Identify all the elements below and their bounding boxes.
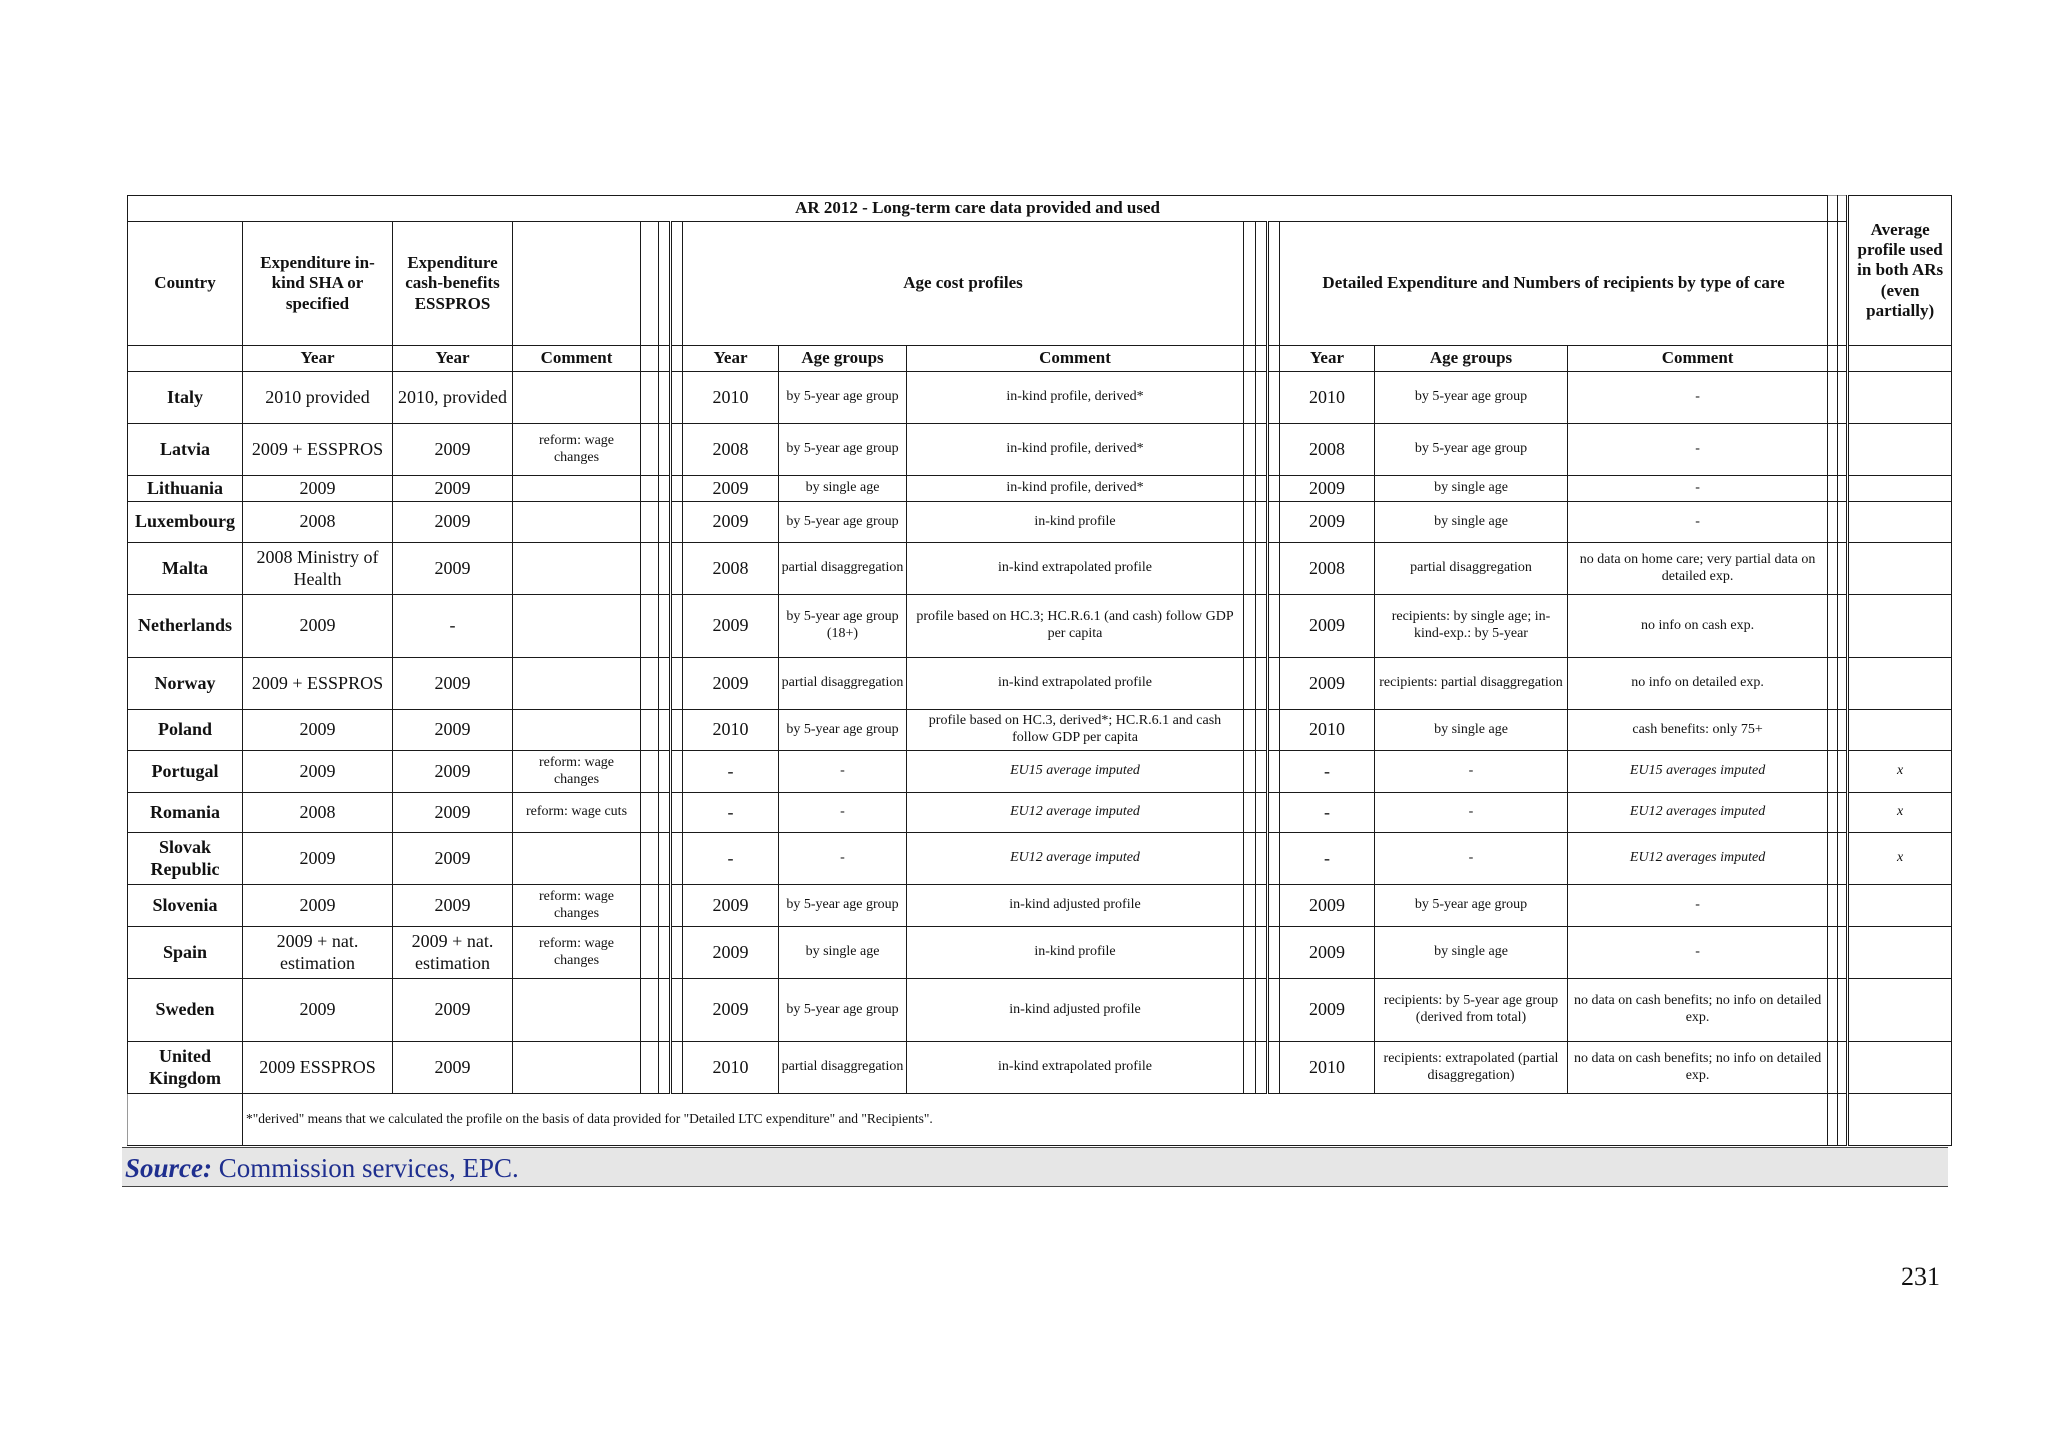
table-row [128, 424, 1952, 476]
country-cell: Slovak Republic [128, 833, 243, 885]
detailed-age-groups-cell: by 5-year age group [1375, 424, 1568, 476]
subheader-year: Year [683, 346, 779, 372]
expenditure-cash-cell: 2009 [393, 793, 513, 833]
detailed-year-cell: - [1280, 833, 1375, 885]
profile-age-groups-cell: - [779, 833, 907, 885]
profile-comment-cell: profile based on HC.3; HC.R.6.1 (and cash) follow GDP per capita [907, 595, 1244, 658]
header-country: Country [128, 222, 243, 346]
table-row [128, 595, 1952, 658]
expenditure-inkind-cell: 2009 [243, 979, 393, 1042]
expenditure-comment-cell [513, 476, 641, 502]
detailed-year-cell: - [1280, 751, 1375, 793]
expenditure-comment-cell: reform: wage changes [513, 885, 641, 927]
expenditure-comment-cell [513, 979, 641, 1042]
detailed-year-cell: 2009 [1280, 476, 1375, 502]
detailed-year-cell: - [1280, 793, 1375, 833]
expenditure-inkind-cell: 2009 + nat. estimation [243, 927, 393, 979]
expenditure-comment-cell: reform: wage changes [513, 751, 641, 793]
table-row [128, 927, 1952, 979]
detailed-comment-cell: - [1568, 885, 1828, 927]
average-profile-cell [1848, 502, 1952, 543]
expenditure-cash-cell: - [393, 595, 513, 658]
average-profile-cell [1848, 543, 1952, 595]
expenditure-comment-cell [513, 372, 641, 424]
expenditure-inkind-cell: 2009 + ESSPROS [243, 424, 393, 476]
detailed-comment-cell: - [1568, 424, 1828, 476]
profile-age-groups-cell: by 5-year age group [779, 372, 907, 424]
header-age-cost-profiles: Age cost profiles [683, 222, 1244, 346]
country-cell: Norway [128, 658, 243, 710]
expenditure-inkind-cell: 2008 [243, 502, 393, 543]
detailed-comment-cell: EU12 averages imputed [1568, 793, 1828, 833]
subheader-comment: Comment [513, 346, 641, 372]
expenditure-comment-cell [513, 710, 641, 751]
expenditure-cash-cell: 2009 [393, 476, 513, 502]
table-row [128, 751, 1952, 793]
average-profile-cell [1848, 658, 1952, 710]
expenditure-inkind-cell: 2008 Ministry of Health [243, 543, 393, 595]
profile-year-cell: 2010 [683, 710, 779, 751]
header-expenditure-cash: Expenditure cash-benefits ESSPROS [393, 222, 513, 346]
detailed-year-cell: 2009 [1280, 502, 1375, 543]
detailed-age-groups-cell: by 5-year age group [1375, 885, 1568, 927]
expenditure-comment-cell [513, 658, 641, 710]
detailed-age-groups-cell: by single age [1375, 927, 1568, 979]
profile-age-groups-cell: partial disaggregation [779, 543, 907, 595]
ltc-data-table-container [127, 195, 1949, 1146]
profile-comment-cell: in-kind profile [907, 927, 1244, 979]
expenditure-cash-cell: 2009 [393, 502, 513, 543]
detailed-comment-cell: no info on detailed exp. [1568, 658, 1828, 710]
ltc-data-table [127, 195, 1952, 1146]
expenditure-inkind-cell: 2010 provided [243, 372, 393, 424]
detailed-age-groups-cell: by single age [1375, 710, 1568, 751]
page-number: 231 [1901, 1262, 1940, 1291]
detailed-age-groups-cell: - [1375, 833, 1568, 885]
country-cell: Malta [128, 543, 243, 595]
profile-year-cell: 2009 [683, 927, 779, 979]
detailed-comment-cell: - [1568, 502, 1828, 543]
profile-comment-cell: EU15 average imputed [907, 751, 1244, 793]
detailed-age-groups-cell: recipients: by single age; in-kind-exp.: by 5-year [1375, 595, 1568, 658]
detailed-age-groups-cell: by single age [1375, 502, 1568, 543]
profile-year-cell: - [683, 751, 779, 793]
expenditure-comment-cell: reform: wage changes [513, 927, 641, 979]
subheader-age-groups: Age groups [1375, 346, 1568, 372]
country-cell: Spain [128, 927, 243, 979]
detailed-age-groups-cell: recipients: extrapolated (partial disaggregation) [1375, 1042, 1568, 1094]
profile-age-groups-cell: by 5-year age group [779, 710, 907, 751]
average-profile-cell [1848, 476, 1952, 502]
detailed-year-cell: 2008 [1280, 543, 1375, 595]
subheader-year: Year [1280, 346, 1375, 372]
detailed-comment-cell: - [1568, 927, 1828, 979]
table-row [128, 543, 1952, 595]
expenditure-comment-cell [513, 502, 641, 543]
expenditure-inkind-cell: 2009 [243, 710, 393, 751]
expenditure-inkind-cell: 2009 [243, 595, 393, 658]
header-average-profile: Average profile used in both ARs (even partially) [1848, 196, 1952, 346]
table-row [128, 658, 1952, 710]
profile-comment-cell: in-kind adjusted profile [907, 979, 1244, 1042]
profile-comment-cell: in-kind profile, derived* [907, 424, 1244, 476]
country-cell: Poland [128, 710, 243, 751]
expenditure-inkind-cell: 2008 [243, 793, 393, 833]
expenditure-cash-cell: 2009 [393, 751, 513, 793]
expenditure-comment-cell [513, 543, 641, 595]
expenditure-inkind-cell: 2009 [243, 476, 393, 502]
subheader-year: Year [243, 346, 393, 372]
profile-year-cell: 2008 [683, 543, 779, 595]
source-line [122, 1147, 1948, 1187]
expenditure-cash-cell: 2009 + nat. estimation [393, 927, 513, 979]
profile-year-cell: 2009 [683, 658, 779, 710]
profile-comment-cell: in-kind extrapolated profile [907, 1042, 1244, 1094]
average-profile-cell [1848, 372, 1952, 424]
detailed-year-cell: 2009 [1280, 927, 1375, 979]
source-label: Source: [125, 1153, 212, 1183]
expenditure-cash-cell: 2009 [393, 543, 513, 595]
detailed-comment-cell: EU15 averages imputed [1568, 751, 1828, 793]
country-cell: Sweden [128, 979, 243, 1042]
profile-year-cell: 2009 [683, 979, 779, 1042]
country-cell: Romania [128, 793, 243, 833]
average-profile-cell: x [1848, 833, 1952, 885]
expenditure-comment-cell [513, 1042, 641, 1094]
profile-year-cell: - [683, 793, 779, 833]
table-row [128, 979, 1952, 1042]
profile-year-cell: - [683, 833, 779, 885]
subheader-comment: Comment [1568, 346, 1828, 372]
table-row [128, 833, 1952, 885]
profile-comment-cell: in-kind extrapolated profile [907, 543, 1244, 595]
detailed-age-groups-cell: - [1375, 793, 1568, 833]
table-title: AR 2012 - Long-term care data provided and used [128, 196, 1828, 222]
expenditure-inkind-cell: 2009 + ESSPROS [243, 658, 393, 710]
average-profile-cell [1848, 1042, 1952, 1094]
subheader-age-groups: Age groups [779, 346, 907, 372]
profile-age-groups-cell: by 5-year age group [779, 885, 907, 927]
profile-age-groups-cell: by single age [779, 476, 907, 502]
detailed-year-cell: 2010 [1280, 372, 1375, 424]
profile-comment-cell: in-kind profile, derived* [907, 476, 1244, 502]
detailed-comment-cell: EU12 averages imputed [1568, 833, 1828, 885]
profile-year-cell: 2009 [683, 502, 779, 543]
average-profile-cell: x [1848, 751, 1952, 793]
expenditure-cash-cell: 2009 [393, 424, 513, 476]
profile-age-groups-cell: by 5-year age group [779, 979, 907, 1042]
country-cell: United Kingdom [128, 1042, 243, 1094]
profile-age-groups-cell: by 5-year age group [779, 424, 907, 476]
expenditure-cash-cell: 2009 [393, 979, 513, 1042]
detailed-comment-cell: no data on cash benefits; no info on detailed exp. [1568, 1042, 1828, 1094]
country-cell: Luxembourg [128, 502, 243, 543]
profile-comment-cell: in-kind adjusted profile [907, 885, 1244, 927]
country-cell: Latvia [128, 424, 243, 476]
profile-age-groups-cell: by 5-year age group (18+) [779, 595, 907, 658]
profile-year-cell: 2010 [683, 372, 779, 424]
detailed-year-cell: 2009 [1280, 595, 1375, 658]
profile-year-cell: 2009 [683, 476, 779, 502]
header-detailed-expenditure: Detailed Expenditure and Numbers of recipients by type of care [1280, 222, 1828, 346]
profile-year-cell: 2009 [683, 595, 779, 658]
profile-age-groups-cell: - [779, 751, 907, 793]
profile-age-groups-cell: partial disaggregation [779, 1042, 907, 1094]
table-row [128, 476, 1952, 502]
detailed-year-cell: 2009 [1280, 979, 1375, 1042]
expenditure-inkind-cell: 2009 [243, 885, 393, 927]
average-profile-cell [1848, 595, 1952, 658]
detailed-comment-cell: - [1568, 476, 1828, 502]
expenditure-inkind-cell: 2009 ESSPROS [243, 1042, 393, 1094]
expenditure-cash-cell: 2009 [393, 833, 513, 885]
detailed-age-groups-cell: by single age [1375, 476, 1568, 502]
detailed-age-groups-cell: recipients: partial disaggregation [1375, 658, 1568, 710]
average-profile-cell [1848, 979, 1952, 1042]
detailed-comment-cell: - [1568, 372, 1828, 424]
expenditure-inkind-cell: 2009 [243, 751, 393, 793]
profile-year-cell: 2008 [683, 424, 779, 476]
expenditure-comment-cell: reform: wage changes [513, 424, 641, 476]
table-row [128, 502, 1952, 543]
profile-comment-cell: EU12 average imputed [907, 833, 1244, 885]
detailed-age-groups-cell: partial disaggregation [1375, 543, 1568, 595]
expenditure-comment-cell: reform: wage cuts [513, 793, 641, 833]
profile-age-groups-cell: by 5-year age group [779, 502, 907, 543]
detailed-year-cell: 2010 [1280, 710, 1375, 751]
profile-year-cell: 2010 [683, 1042, 779, 1094]
expenditure-inkind-cell: 2009 [243, 833, 393, 885]
detailed-comment-cell: cash benefits: only 75+ [1568, 710, 1828, 751]
table-row [128, 710, 1952, 751]
profile-year-cell: 2009 [683, 885, 779, 927]
expenditure-cash-cell: 2009 [393, 885, 513, 927]
detailed-year-cell: 2009 [1280, 885, 1375, 927]
country-cell: Portugal [128, 751, 243, 793]
expenditure-comment-cell [513, 833, 641, 885]
profile-comment-cell: in-kind profile, derived* [907, 372, 1244, 424]
average-profile-cell: x [1848, 793, 1952, 833]
profile-age-groups-cell: - [779, 793, 907, 833]
detailed-comment-cell: no info on cash exp. [1568, 595, 1828, 658]
average-profile-cell [1848, 710, 1952, 751]
detailed-year-cell: 2010 [1280, 1042, 1375, 1094]
detailed-comment-cell: no data on home care; very partial data on detailed exp. [1568, 543, 1828, 595]
expenditure-cash-cell: 2010, provided [393, 372, 513, 424]
detailed-age-groups-cell: - [1375, 751, 1568, 793]
expenditure-cash-cell: 2009 [393, 1042, 513, 1094]
country-cell: Italy [128, 372, 243, 424]
header-expenditure-inkind: Expenditure in-kind SHA or specified [243, 222, 393, 346]
expenditure-cash-cell: 2009 [393, 658, 513, 710]
table-row [128, 885, 1952, 927]
detailed-comment-cell: no data on cash benefits; no info on detailed exp. [1568, 979, 1828, 1042]
country-cell: Lithuania [128, 476, 243, 502]
profile-comment-cell: EU12 average imputed [907, 793, 1244, 833]
detailed-year-cell: 2008 [1280, 424, 1375, 476]
table-row [128, 1042, 1952, 1094]
profile-age-groups-cell: partial disaggregation [779, 658, 907, 710]
profile-age-groups-cell: by single age [779, 927, 907, 979]
table-footnote: *"derived" means that we calculated the profile on the basis of data provided for "Detailed LTC expenditure" and "Recipients". [243, 1094, 1828, 1146]
average-profile-cell [1848, 927, 1952, 979]
expenditure-cash-cell: 2009 [393, 710, 513, 751]
detailed-age-groups-cell: recipients: by 5-year age group (derived from total) [1375, 979, 1568, 1042]
country-cell: Slovenia [128, 885, 243, 927]
detailed-year-cell: 2009 [1280, 658, 1375, 710]
profile-comment-cell: in-kind extrapolated profile [907, 658, 1244, 710]
profile-comment-cell: in-kind profile [907, 502, 1244, 543]
detailed-age-groups-cell: by 5-year age group [1375, 372, 1568, 424]
table-row [128, 793, 1952, 833]
country-cell: Netherlands [128, 595, 243, 658]
profile-comment-cell: profile based on HC.3, derived*; HC.R.6.1 and cash follow GDP per capita [907, 710, 1244, 751]
average-profile-cell [1848, 885, 1952, 927]
table-row [128, 372, 1952, 424]
source-text: Commission services, EPC. [212, 1153, 519, 1183]
subheader-year: Year [393, 346, 513, 372]
average-profile-cell [1848, 424, 1952, 476]
expenditure-comment-cell [513, 595, 641, 658]
subheader-comment: Comment [907, 346, 1244, 372]
